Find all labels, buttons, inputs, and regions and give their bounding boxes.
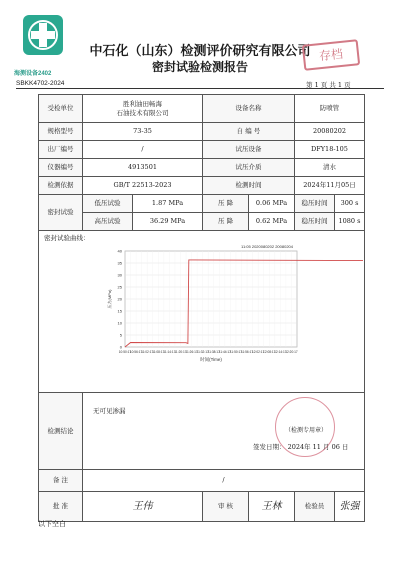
high-test-label: 高压试验	[83, 213, 133, 231]
x-tick-label: 12:20:17	[285, 350, 298, 354]
row-basis	[39, 177, 365, 195]
high-drop-value: 0.62 MPa	[249, 213, 295, 231]
report-table	[38, 94, 365, 522]
pressure-chart	[41, 231, 363, 392]
row-instrument	[39, 159, 365, 177]
equipment-name-value: 防喷管	[295, 95, 365, 123]
x-tick-label: 10:56:17	[129, 350, 143, 354]
x-tick-label: 11:20:17	[174, 350, 187, 354]
basis-label: 检测依据	[39, 177, 83, 195]
x-tick-label: 12:02:17	[251, 350, 265, 354]
report-title: 密封试验检测报告	[151, 60, 248, 74]
y-tick-label: 15	[117, 308, 122, 314]
basis-value: GB/T 22513-2023	[83, 177, 203, 195]
y-axis-label: 压力(MPa)	[107, 289, 112, 309]
self-no-label: 自 编 号	[203, 123, 295, 141]
row-conclusion	[39, 393, 365, 470]
x-tick-label: 12:14:17	[274, 350, 287, 354]
low-drop-label: 压 降	[203, 195, 249, 213]
low-test-value: 1.87 MPa	[133, 195, 203, 213]
header-divider	[16, 88, 384, 89]
client-value-line-1: 胜利油田畅海	[123, 100, 162, 109]
x-tick-label: 11:38:17	[207, 350, 220, 354]
x-tick-label: 11:26:17	[185, 350, 198, 354]
client-value	[83, 95, 203, 123]
x-tick-label: 11:44:17	[218, 350, 231, 354]
x-tick-label: 11:32:17	[196, 350, 209, 354]
low-drop-value: 0.06 MPa	[249, 195, 295, 213]
conclusion-text: 无可见渗漏	[93, 407, 126, 415]
high-hold-label: 稳压时间	[295, 213, 335, 231]
remarks-value: /	[83, 470, 365, 492]
issue-date: 签发日期： 2024年 11 月 06 日	[253, 443, 349, 451]
test-device-value: DFY18-105	[295, 141, 365, 159]
low-hold-value: 300 s	[335, 195, 365, 213]
company-logo	[22, 14, 64, 56]
x-tick-label: 11:02:17	[141, 350, 154, 354]
row-high-pressure	[39, 213, 365, 231]
row-curve	[39, 231, 365, 393]
medium-value: 清水	[295, 159, 365, 177]
review-label: 审 核	[203, 492, 249, 522]
x-axis-label: 时间(Time)	[200, 357, 222, 362]
company-title: 中石化（山东）检测评价研究有限公司	[89, 44, 311, 59]
spec-label: 规格型号	[39, 123, 83, 141]
conclusion-label: 检测结论	[39, 393, 83, 470]
instrument-no-label: 仪器编号	[39, 159, 83, 177]
medium-label: 试压介质	[203, 159, 295, 177]
page-info: 第 1 页 共 1 页	[306, 81, 351, 89]
y-tick-label: 35	[117, 260, 122, 266]
self-no-value: 20080202	[295, 123, 365, 141]
y-tick-label: 40	[117, 248, 122, 254]
curve-title: 密封试验曲线：	[44, 234, 90, 242]
y-tick-label: 25	[117, 284, 122, 290]
row-factory	[39, 141, 365, 159]
high-drop-label: 压 降	[203, 213, 249, 231]
approve-signature: 王伟	[83, 492, 203, 522]
y-tick-label: 30	[117, 272, 122, 278]
spec-value: 73-35	[83, 123, 203, 141]
x-tick-label: 11:56:17	[240, 350, 254, 354]
equipment-name-label: 设备名称	[203, 95, 295, 123]
low-hold-label: 稳压时间	[295, 195, 335, 213]
review-signature: 王林	[249, 492, 295, 522]
inspector-signature: 张强	[335, 492, 365, 522]
report-code: SBKK4702-2024	[16, 80, 65, 87]
row-low-pressure	[39, 195, 365, 213]
high-test-value: 36.29 MPa	[133, 213, 203, 231]
x-tick-label: 11:08:17	[152, 350, 165, 354]
inspector-label: 检验员	[295, 492, 335, 522]
y-tick-label: 5	[119, 332, 122, 338]
test-device-label: 试压设备	[203, 141, 295, 159]
x-tick-label: 12:08:17	[263, 350, 276, 354]
approve-label: 批 准	[39, 492, 83, 522]
remarks-label: 备 注	[39, 470, 83, 492]
seal-test-label: 密封试验	[39, 195, 83, 231]
high-hold-value: 1080 s	[335, 213, 365, 231]
conclusion-note: （检测专用章）	[285, 427, 328, 434]
x-tick-label: 11:14:17	[163, 350, 176, 354]
x-tick-label: 11:50:17	[229, 350, 243, 354]
factory-no-label: 出厂编号	[39, 141, 83, 159]
low-test-label: 低压试验	[83, 195, 133, 213]
logo-caption: 海测设备2402	[14, 71, 52, 77]
date-value: 2024年11月05日	[295, 177, 365, 195]
chart-header-text: 11:05 2020080202 20080204	[241, 244, 293, 249]
y-tick-label: 10	[117, 320, 122, 326]
x-tick-label: 10:50:17	[118, 350, 132, 354]
row-client	[39, 95, 365, 123]
archive-stamp: 存档	[302, 39, 360, 71]
curve-cell	[39, 231, 365, 393]
client-value-line-2: 石油技术有限公司	[116, 108, 169, 117]
y-tick-label: 20	[117, 296, 122, 302]
blank-below-note: 以下空白	[38, 520, 66, 528]
row-signatures	[39, 492, 365, 522]
conclusion-cell	[83, 393, 365, 470]
row-remarks	[39, 470, 365, 492]
factory-no-value: /	[83, 141, 203, 159]
date-label: 检测时间	[203, 177, 295, 195]
client-label: 受检单位	[39, 95, 83, 123]
row-spec	[39, 123, 365, 141]
y-tick-label: 0	[119, 344, 122, 350]
instrument-no-value: 4913501	[83, 159, 203, 177]
